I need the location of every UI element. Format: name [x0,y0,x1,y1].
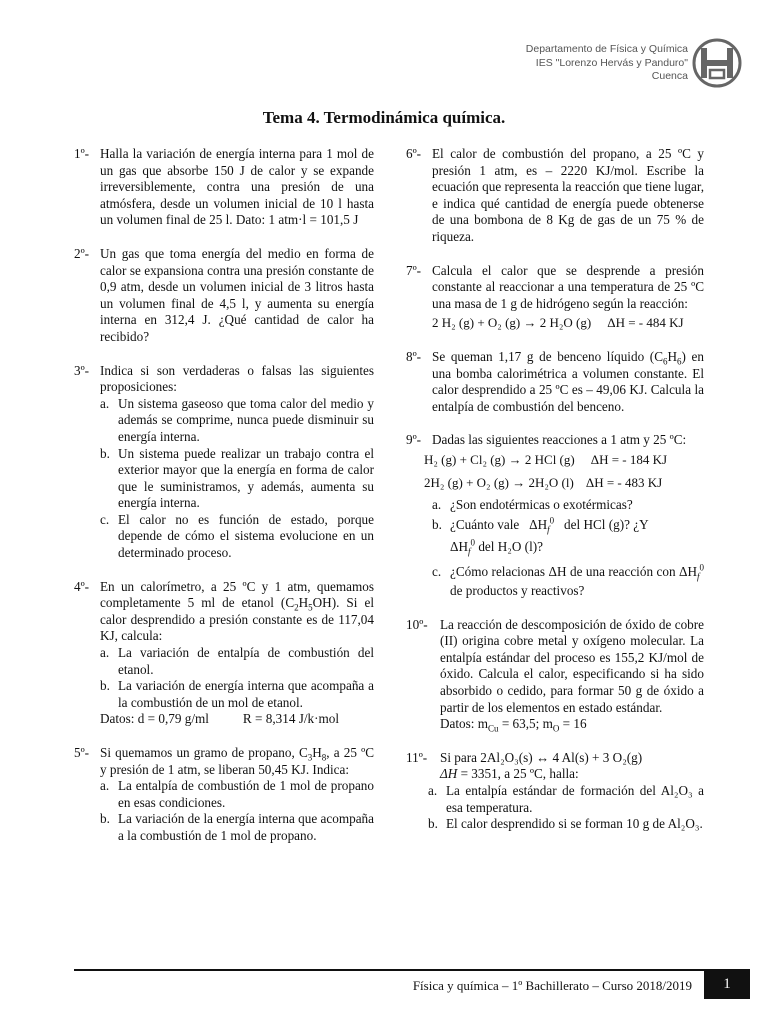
item-text: ¿Cómo relacionas [450,563,546,579]
question-text [100,579,374,645]
question-number: 4º- [74,578,90,594]
text-part: = 63,5; m [498,716,553,732]
sub-item [432,514,704,558]
subscript: 5 [308,602,313,613]
sub-items [100,645,374,711]
item-text: de una reacción con [569,563,676,579]
reaction-equation-1 [424,452,704,469]
school-name: IES "Lorenzo Hervás y Panduro" [535,56,688,69]
footer-divider [74,969,704,971]
question-number: 3º- [74,362,90,378]
page-number: 1 [704,969,750,999]
sub-items [100,778,374,844]
question-1 [74,146,374,229]
item-letter: a. [432,497,442,513]
item-letter: b. [428,816,438,832]
sub-items [432,497,704,600]
right-column [406,146,704,850]
subscript: 8 [321,752,327,763]
equation-text: 2 H₂ (g) + O₂ (g) → 2 H₂O (g) [432,315,592,331]
enthalpy-symbol: ΔH [529,516,548,532]
item-text: La entalpía de combustión de 1 mol de propano en esas condiciones. [118,778,374,810]
enthalpy-value: ΔH = - 483 KJ [585,474,663,490]
subscript: 6 [677,356,682,367]
subscript: 3 [307,752,313,763]
question-9 [406,432,704,599]
sub-item [432,497,704,514]
enthalpy-value: ΔH = - 484 KJ [607,315,684,331]
subscript: f [468,546,471,557]
item-letter: b. [100,678,110,694]
subscript: O [552,723,560,734]
text-part: H [298,595,309,611]
question-number: 5º- [74,745,90,760]
reaction-equation-2 [424,475,704,492]
sub-item [100,645,374,678]
item-text: La variación de la energía interna que acompaña a la combustión de 1 mol de propano. [118,811,374,843]
department-header [470,43,688,84]
question-10 [406,617,704,733]
sub-item [100,811,374,844]
equation-text: H₂ (g) + Cl₂ (g) → 2 HCl (g) [424,451,575,467]
enthalpy-symbol: ΔH [679,563,698,579]
text-part: = 3351, a 25 ºC, halla: [457,766,579,782]
question-4 [74,579,374,728]
item-text: del H₂O (l)? [478,538,543,554]
item-text: ¿Son endotérmicas o exotérmicas? [450,497,633,513]
item-letter: a. [428,783,438,799]
question-text [432,349,704,415]
footer-text: Física y química – 1º Bachillerato – Curso 2018/2019 [412,978,692,993]
item-text: Un sistema puede realizar un trabajo contra el exterior mayor que la energía en forma de calor que le suministramos, y además, aumenta su energía interna. [118,445,374,511]
item-text: La variación de energía interna que acompaña a la combustión de un mol de etanol. [118,678,374,710]
question-11 [406,750,704,833]
text-part: H [312,745,322,760]
sub-item [432,562,704,600]
item-letter: a. [100,645,110,661]
school-logo-icon [692,38,742,88]
sub-item [428,816,704,833]
sub-item [100,512,374,562]
question-3 [74,363,374,562]
text-part: , a 25 ºC y presión de 1 atm, se liberan 50,45 KJ. Indica: [100,745,374,777]
question-text [100,745,374,778]
question-text: La reacción de descomposición de óxido de cobre (II) origina cobre metal y oxígeno molecular. La entalpía estándar del proceso es 155,2 KJ/mol de óxido. Calcula el calor, especificando si ha sido absorbido o cedido, para formar 50 g de óxido a partir de los elementos en estado estándar. [440,616,704,715]
item-text: ¿Cuánto vale [450,516,520,532]
gas-constant-data: R = 8,314 J/k·mol [242,711,340,727]
department-name: Departamento de Física y Química [525,43,688,55]
item-letter: b. [100,811,110,827]
sub-item [428,783,704,816]
superscript: 0 [470,537,476,548]
text-part: H [667,348,678,364]
sub-item [100,778,374,811]
subscript: Cu [488,723,499,734]
question-number: 11º- [406,749,428,765]
item-letter: b. [432,516,442,532]
text-part: En un calorímetro, a 25 ºC y 1 atm, quemamos completamente 5 ml de etanol (C [100,578,374,611]
question-text: Dadas las siguientes reacciones a 1 atm y 25 ºC: [432,432,687,448]
data-line [100,711,374,728]
density-data: Datos: d = 0,79 g/ml [100,711,209,727]
question-number: 6º- [406,146,422,161]
item-text: del HCl (g)? ¿Y [564,516,649,532]
text-part: Datos: m [440,716,488,732]
question-number: 2º- [74,245,90,261]
left-column [74,146,374,862]
question-number: 10º- [406,616,428,632]
page-title: Tema 4. Termodinámica química. [262,108,506,127]
subscript: f [547,524,550,535]
text-part: ) en una bomba calorimétrica a volumen constante. El calor desprendido a 25 ºC es – 49,06 KJ. Calcula la entalpía de combustión del benceno. [432,348,704,414]
enthalpy-symbol: ΔH [450,538,469,554]
question-6 [406,146,704,246]
question-7 [406,263,704,332]
sub-item [100,396,374,446]
item-text: Un sistema gaseoso que toma calor del medio y además se comprime, nunca puede disminuir su energía interna. [118,395,374,444]
item-letter: c. [100,511,110,527]
text-part: Se queman 1,17 g de benceno líquido (C [432,348,663,364]
equation-text: 2H₂ (g) + O₂ (g) → 2H₂O (l) [424,474,574,490]
question-text: Halla la variación de energía interna para 1 mol de un gas que absorbe 150 J de calor y se expande irreversiblemente, contra una presión de una atmósfera, desde un volumen inicial de 10 l hasta un volumen final de 25 l. Dato: 1 atm·l = 101,5 J [100,146,374,228]
reaction-equation [432,315,704,332]
question-number: 8º- [406,348,422,364]
city-name: Cuenca [651,70,688,82]
superscript: 0 [699,562,705,573]
sub-items [100,396,374,562]
question-number: 9º- [406,432,422,448]
text-part: Si para 2Al₂O₃(s) ↔ 4 Al(s) + 3 O₂(g) [440,749,643,765]
sub-items [428,783,704,833]
question-text: El calor de combustión del propano, a 25 ºC y presión 1 atm, es – 2220 KJ/mol. Escribe la ecuación que representa la reacción que tiene lugar, e indica qué cantidad de energía puede obtenerse de una bombona de 8 Kg de gas de un 75 % de riqueza. [432,146,704,244]
question-8 [406,349,704,415]
enthalpy-value: ΔH = - 184 KJ [590,451,668,467]
question-text [440,750,704,783]
item-text: El calor no es función de estado, porque depende de cómo el sistema evolucione en un determinado proceso. [118,511,374,561]
subscript: 6 [662,356,668,367]
text-part: = 16 [559,716,587,732]
item-letter: a. [100,395,110,411]
item-text: La variación de entalpía de combustión del etanol. [118,645,374,677]
data-line [440,716,704,733]
text-part: Si quemamos un gramo de propano, C [100,745,308,760]
question-number: 1º- [74,146,90,161]
superscript: 0 [549,515,555,526]
item-letter: b. [100,445,110,461]
question-text: Un gas que toma energía del medio en forma de calor se expansiona contra una presión constante de 0,9 atm, desde un volumen inicial de 3 litros hasta un volumen final de 4,5 l, y aumenta su energía interna en 312,4 J. ¿Qué cantidad de calor ha recibido? [100,245,374,344]
item-letter: c. [432,563,442,579]
question-text: Calcula el calor que se desprende a presión constante al reaccionar a una temperatura de 25 ºC una masa de 1 g de hidrógeno según la reacción: [432,262,704,311]
enthalpy-symbol: ΔH [440,766,458,782]
sub-item [100,446,374,512]
question-text: Indica si son verdaderas o falsas las siguientes proposiciones: [100,362,374,395]
subscript: 2 [294,602,299,613]
enthalpy-symbol: ΔH [548,563,567,579]
question-2 [74,246,374,346]
subscript: f [697,571,700,582]
item-text: El calor desprendido si se forman 10 g de Al₂O₃. [446,816,703,832]
item-text: La entalpía estándar de formación del Al₂O₃ a esa temperatura. [446,783,704,815]
item-letter: a. [100,778,110,794]
item-text: de productos y reactivos? [450,582,585,598]
question-5 [74,745,374,845]
question-number: 7º- [406,262,422,278]
text-part: OH). Si el calor desprendido a presión constante es de 117,04 KJ, calcula: [100,595,374,644]
sub-item [100,678,374,711]
